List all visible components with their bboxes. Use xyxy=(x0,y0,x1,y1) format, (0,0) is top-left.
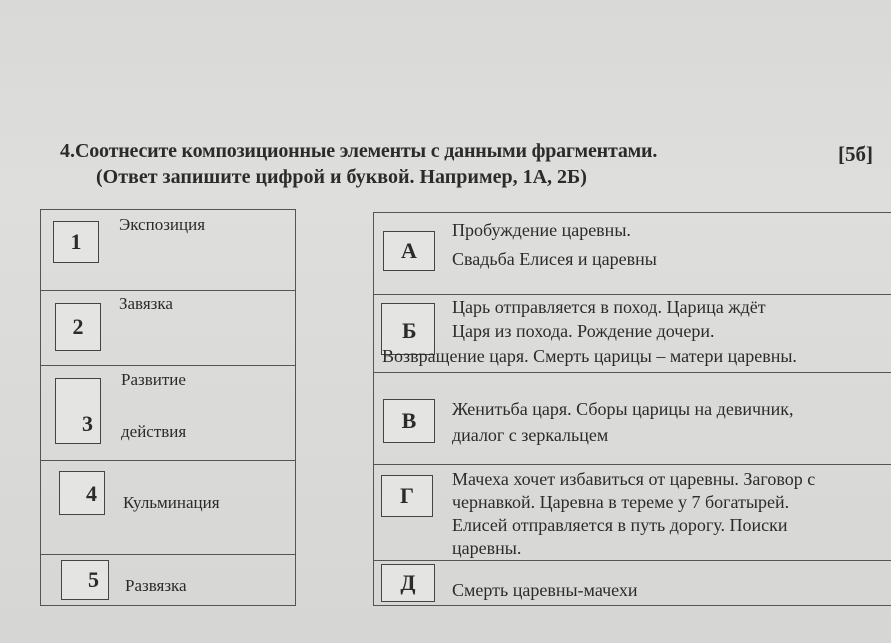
number-box: 4 xyxy=(59,471,105,515)
element-label: Развязка xyxy=(125,576,187,595)
letter-box: А xyxy=(383,231,435,271)
fragments-table xyxy=(373,212,891,606)
fragment-text: Мачеха хочет избавиться от царевны. Заговор с xyxy=(452,469,816,489)
fragment-text: Царь отправляется в поход. Царица ждёт xyxy=(452,297,766,317)
fragment-text: царевны. xyxy=(452,538,522,558)
number-box: 2 xyxy=(55,303,101,351)
fragment-row-a xyxy=(374,213,891,295)
fragment-text: Смерть царевны-мачехи xyxy=(452,580,638,600)
letter-box: Б xyxy=(381,303,435,355)
element-row-4 xyxy=(41,461,295,555)
fragment-row-g xyxy=(374,465,891,561)
element-label: Кульминация xyxy=(123,493,220,512)
fragment-text: Пробуждение царевны. xyxy=(452,220,631,240)
fragment-text: Свадьба Елисея и царевны xyxy=(452,249,657,269)
fragment-text: Елисей отправляется в путь дорогу. Поиски xyxy=(452,515,788,535)
element-row-1 xyxy=(41,210,295,291)
elements-table xyxy=(40,209,296,606)
element-label: Развитие xyxy=(121,370,186,389)
task-score: [5б] xyxy=(838,142,873,166)
element-row-5 xyxy=(41,555,295,605)
letter-box: Г xyxy=(381,475,433,517)
fragment-text: Женитьба царя. Сборы царицы на девичник, xyxy=(452,399,794,419)
fragment-text: диалог с зеркальцем xyxy=(452,425,609,445)
task-instruction: (Ответ запишите цифрой и буквой. Например, 1А, 2Б) xyxy=(96,166,587,188)
task-number: 4. xyxy=(60,140,75,162)
element-label: действия xyxy=(121,422,187,441)
fragment-text: Царя из похода. Рождение дочери. xyxy=(452,321,715,341)
task-question: Соотнесите композиционные элементы с данными фрагментами. xyxy=(75,140,658,162)
number-box: 1 xyxy=(53,221,99,263)
number-box: 5 xyxy=(61,560,109,600)
fragment-row-v xyxy=(374,373,891,465)
letter-box: Д xyxy=(381,564,435,602)
fragment-row-d xyxy=(374,561,891,605)
element-row-2 xyxy=(41,291,295,366)
element-label: Экспозиция xyxy=(119,215,206,234)
element-row-3 xyxy=(41,366,295,461)
element-label: Завязка xyxy=(119,294,173,313)
number-box: 3 xyxy=(55,378,101,444)
fragment-text: Возвращение царя. Смерть царицы – матери царевны. xyxy=(382,346,797,366)
fragment-text: чернавкой. Царевна в тереме у 7 богатырей. xyxy=(452,492,790,512)
letter-box: В xyxy=(383,399,435,443)
fragment-row-b xyxy=(374,295,891,373)
